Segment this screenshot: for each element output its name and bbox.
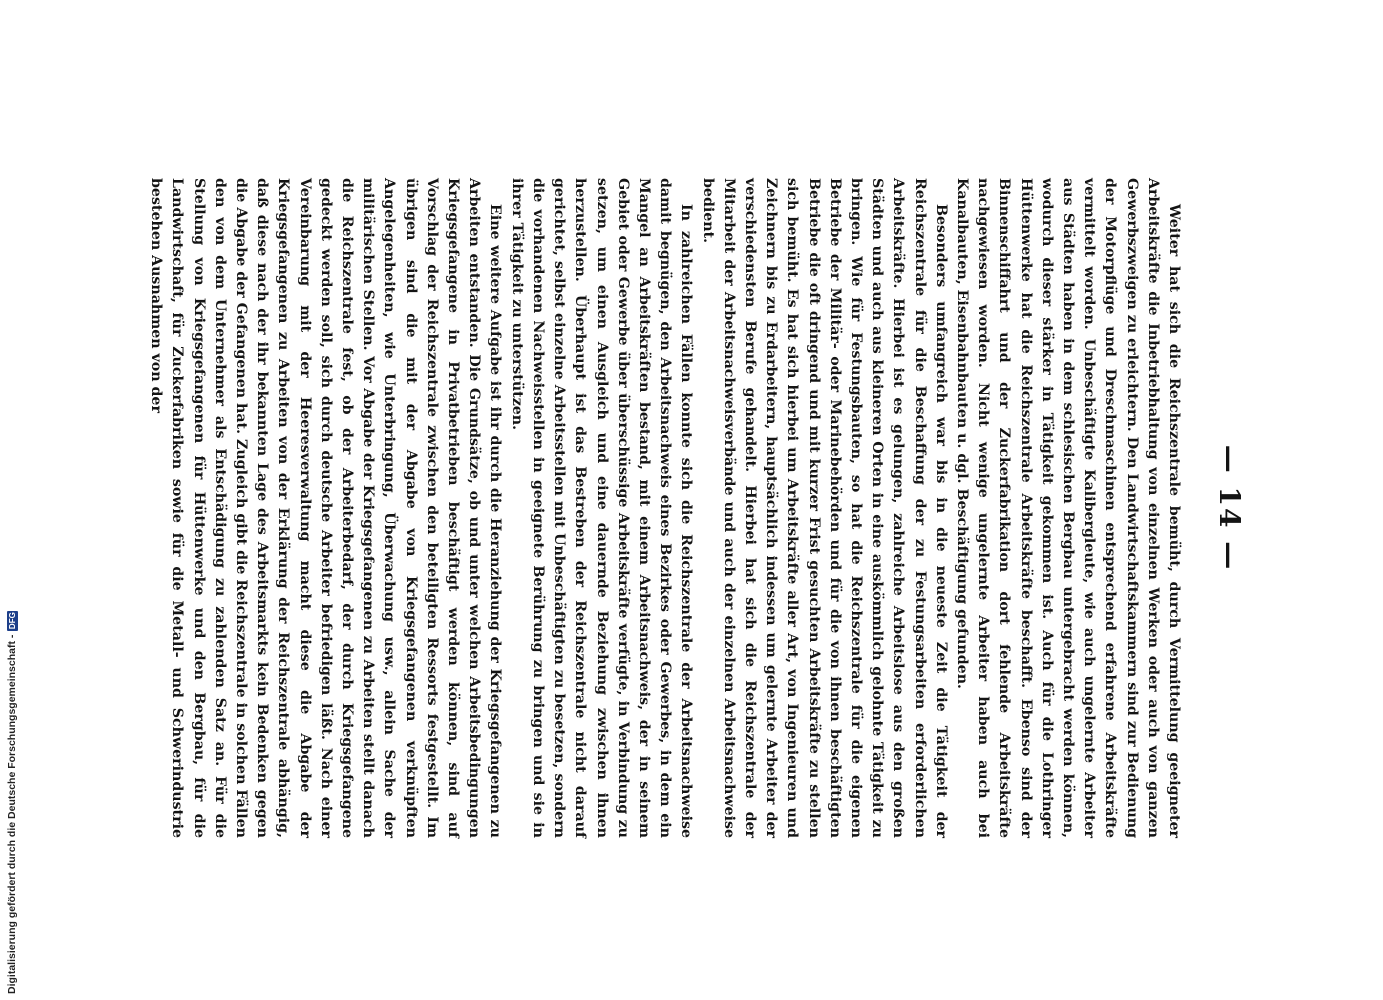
funding-notice: Digitalisierung gefördert durch die Deutsche Forschungsgemeinschaft - bbox=[6, 634, 18, 994]
paragraph: Eine weitere Aufgabe ist ihr durch die Heranziehung der Kriegsgefangenen zu Arbeiten entstanden. Die Grundsätze, ob und unter welchen Arbeitsbedingungen Kriegsgefangene in Privatbetrieben beschäftigt werden können, sind auf Vorschlag der Reichszentrale zwischen den beteiligten Ressorts festgestellt. Im übrigen sind die mit der Abgabe von Kriegsgefangenen verknüpften Angelegenheiten, wie Unterbringung, Überwachung usw., allein Sache der militärischen Stellen. Vor Abgabe der Kriegsgefangenen zu Arbeiten stellt danach die Reichszentrale fest, ob der Arbeiterbedarf, der durch Kriegsgefangene gedeckt werden soll, sich durch deutsche Arbeiter befriedigen läßt. Nach einer Vereinbarung mit der Heeresverwaltung macht diese die Abgabe der Kriegsgefangenen zu Arbeiten von der Erklärung der Reichszentrale abhängig, daß diese nach der ihr bekannten Lage des Arbeitsmarkts kein Bedenken gegen die Abgabe der Gefangenen hat. Zugleich gibt die Reichszentrale in solchen Fällen den von dem Unternehmer als Entschädigung zu zahlenden Satz an. Für die Stellung von Kriegsgefangenen für Hüttenwerke und den Bergbau, für die Landwirtschaft, für Zuckerfabriken sowie für die Metall- und Schwerindustrie bestehen Ausnahmen von der bbox=[148, 178, 504, 838]
dfg-logo: DFG bbox=[7, 612, 17, 630]
page-body bbox=[148, 178, 1184, 838]
funding-footer bbox=[6, 4, 18, 994]
page-number: — 14 — bbox=[1213, 444, 1246, 572]
paragraph: Besonders umfangreich war bis in die neueste Zeit die Tätigkeit der Reichszentrale für die Beschaffung der zu Festungsarbeiten erforderlichen Arbeitskräfte. Hierbei ist es gelungen, zahlreiche Arbeitslose aus den großen Städten und auch aus kleineren Orten in eine auskömmlich gelohnte Tätigkeit zu bringen. Wie für Festungsbauten, so hat die Reichszentrale für die eigenen Betriebe der Militär- oder Marinebehörden und für die von ihnen beschäftigten Betriebe die oft dringend und mit kurzer Frist gesuchten Arbeitskräfte zu stellen sich bemüht. Es hat sich hierbei um Arbeitskräfte aller Art, von Ingenieuren und Zeichnern bis zu Erdarbeitern, hauptsächlich indessen um gelernte Arbeiter der verschiedensten Berufe gehandelt. Hierbei hat sich die Reichszentrale der Mitarbeit der Arbeitsnachweisverbände und auch der einzelnen Arbeitsnachweise bedient. bbox=[699, 178, 949, 838]
paragraph: Weiter hat sich die Reichszentrale bemüht, durch Vermittelung geeigneter Arbeitskräfte die Inbetriebhaltung von einzelnen Werken oder auch von ganzen Gewerbszweigen zu erleichtern. Den Landwirtschaftskammern sind zur Bedienung der Motorpflüge und Dreschmaschinen entsprechend erfahrene Arbeitskräfte vermittelt worden. Unbeschäftigte Kalibergleute, wie auch ungelernte Arbeiter aus Städten haben in dem schlesischen Bergbau untergebracht werden können, wodurch dieser stärker in Tätigkeit gekommen ist. Auch für die Lothringer Hüttenwerke hat die Reichszentrale Arbeitskräfte beschafft. Ebenso sind der Binnenschiffahrt und der Zuckerfabrikation dort fehlende Arbeitskräfte nachgewiesen worden. Nicht wenige ungelernte Arbeiter haben auch bei Kanalbauten, Eisenbahnbauten u. dgl. Beschäftigung gefunden. bbox=[953, 178, 1182, 838]
paragraph: In zahlreichen Fällen konnte sich die Reichszentrale der Arbeitsnachweise damit begnügen, den Arbeitsnachweis eines Bezirkes oder Gewerbes, in dem ein Mangel an Arbeitskräften bestand, mit einem Arbeitsnachweis, der in seinem Gebiet oder Gewerbe über überschüssige Arbeitskräfte verfügte, in Verbindung zu setzen, um einen Ausgleich und eine dauernde Beziehung zwischen ihnen herzustellen. Überhaupt ist das Bestreben der Reichszentrale nicht darauf gerichtet, selbst einzelne Arbeitsstellen mit Unbeschäftigten zu besetzen, sondern die vorhandenen Nachweisstellen in geeignete Berührung zu bringen und sie in ihrer Tätigkeit zu unterstützen. bbox=[508, 178, 695, 838]
rotated-page bbox=[148, 178, 1246, 838]
